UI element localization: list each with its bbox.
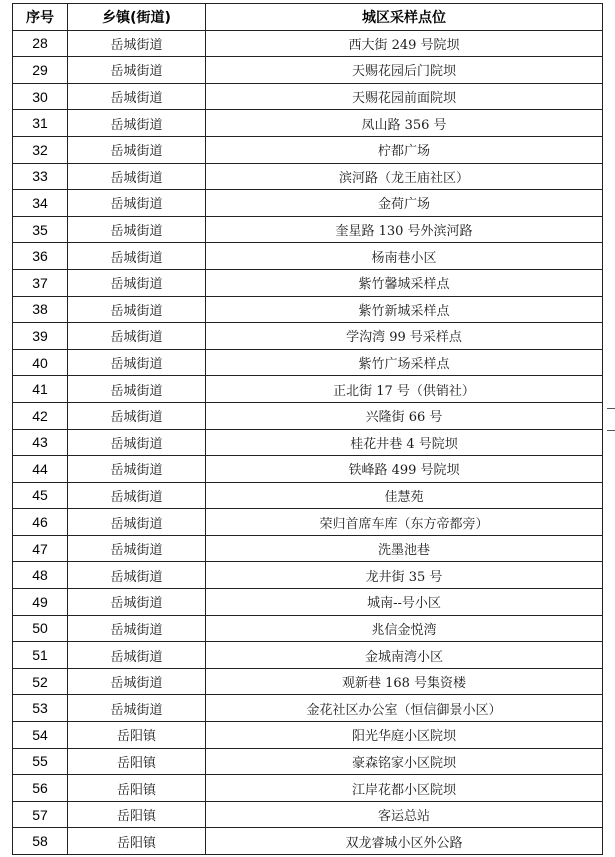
cell-serial-number: 49 (13, 589, 68, 616)
cell-township: 岳城街道 (68, 589, 206, 616)
cell-serial-number: 36 (13, 243, 68, 270)
cell-township: 岳城街道 (68, 535, 206, 562)
cell-sampling-site: 城南--号小区 (206, 589, 603, 616)
cell-serial-number: 58 (13, 828, 68, 855)
cell-township: 岳城街道 (68, 376, 206, 403)
cell-township: 岳阳镇 (68, 748, 206, 775)
cell-sampling-site: 江岸花都小区院坝 (206, 775, 603, 802)
table-row (13, 642, 603, 669)
table-row (13, 136, 603, 163)
cell-sampling-site: 杨南巷小区 (206, 243, 603, 270)
cell-serial-number: 57 (13, 801, 68, 828)
cell-serial-number: 42 (13, 402, 68, 429)
cell-serial-number: 34 (13, 190, 68, 217)
cell-sampling-site: 学沟湾 99 号采样点 (206, 323, 603, 350)
header-serial-number: 序号 (13, 4, 68, 31)
cell-township: 岳城街道 (68, 136, 206, 163)
cell-sampling-site: 紫竹广场采样点 (206, 349, 603, 376)
cell-serial-number: 52 (13, 668, 68, 695)
table-row (13, 562, 603, 589)
cell-township: 岳城街道 (68, 562, 206, 589)
cell-township: 岳城街道 (68, 216, 206, 243)
table-row (13, 589, 603, 616)
cell-sampling-site: 滨河路（龙王庙社区） (206, 163, 603, 190)
table-row (13, 429, 603, 456)
table-row (13, 722, 603, 749)
cell-sampling-site: 豪森铭家小区院坝 (206, 748, 603, 775)
cell-serial-number: 39 (13, 323, 68, 350)
cell-township: 岳城街道 (68, 456, 206, 483)
cell-sampling-site: 客运总站 (206, 801, 603, 828)
cell-township: 岳城街道 (68, 615, 206, 642)
sampling-sites-table-sheet (12, 3, 602, 855)
cell-serial-number: 30 (13, 83, 68, 110)
cell-sampling-site: 金城南湾小区 (206, 642, 603, 669)
table-row (13, 30, 603, 57)
cell-township: 岳城街道 (68, 83, 206, 110)
cell-sampling-site: 龙井街 35 号 (206, 562, 603, 589)
cell-serial-number: 56 (13, 775, 68, 802)
table-row (13, 402, 603, 429)
table-row (13, 456, 603, 483)
cell-serial-number: 29 (13, 57, 68, 84)
cell-serial-number: 47 (13, 535, 68, 562)
cell-sampling-site: 天赐花园后门院坝 (206, 57, 603, 84)
page-edge-mark (607, 408, 615, 409)
cell-township: 岳阳镇 (68, 828, 206, 855)
header-sampling-site: 城区采样点位 (206, 4, 603, 31)
table-row (13, 535, 603, 562)
cell-sampling-site: 西大街 249 号院坝 (206, 30, 603, 57)
cell-township: 岳城街道 (68, 668, 206, 695)
cell-serial-number: 35 (13, 216, 68, 243)
table-row (13, 509, 603, 536)
cell-township: 岳阳镇 (68, 801, 206, 828)
cell-township: 岳阳镇 (68, 722, 206, 749)
cell-sampling-site: 紫竹新城采样点 (206, 296, 603, 323)
cell-sampling-site: 金荷广场 (206, 190, 603, 217)
table-row (13, 376, 603, 403)
header-township: 乡镇(街道) (68, 4, 206, 31)
cell-serial-number: 40 (13, 349, 68, 376)
cell-township: 岳城街道 (68, 57, 206, 84)
table-body (13, 30, 603, 854)
table-row (13, 296, 603, 323)
table-row (13, 828, 603, 855)
table-row (13, 695, 603, 722)
cell-sampling-site: 桂花井巷 4 号院坝 (206, 429, 603, 456)
cell-township: 岳城街道 (68, 509, 206, 536)
cell-sampling-site: 观新巷 168 号集资楼 (206, 668, 603, 695)
cell-serial-number: 53 (13, 695, 68, 722)
cell-township: 岳城街道 (68, 190, 206, 217)
table-row (13, 323, 603, 350)
cell-township: 岳城街道 (68, 402, 206, 429)
table-header-row (13, 4, 603, 31)
cell-serial-number: 28 (13, 30, 68, 57)
cell-sampling-site: 天赐花园前面院坝 (206, 83, 603, 110)
cell-township: 岳城街道 (68, 429, 206, 456)
cell-township: 岳城街道 (68, 163, 206, 190)
cell-township: 岳城街道 (68, 695, 206, 722)
cell-serial-number: 33 (13, 163, 68, 190)
cell-sampling-site: 荣归首席车库（东方帝都旁） (206, 509, 603, 536)
cell-serial-number: 41 (13, 376, 68, 403)
table-row (13, 83, 603, 110)
cell-township: 岳城街道 (68, 269, 206, 296)
table-row (13, 57, 603, 84)
cell-serial-number: 37 (13, 269, 68, 296)
cell-sampling-site: 洗墨池巷 (206, 535, 603, 562)
cell-sampling-site: 紫竹馨城采样点 (206, 269, 603, 296)
table-row (13, 748, 603, 775)
cell-township: 岳城街道 (68, 110, 206, 137)
cell-township: 岳城街道 (68, 349, 206, 376)
cell-sampling-site: 铁峰路 499 号院坝 (206, 456, 603, 483)
table-row (13, 615, 603, 642)
table-row (13, 801, 603, 828)
cell-sampling-site: 双龙睿城小区外公路 (206, 828, 603, 855)
cell-sampling-site: 凤山路 356 号 (206, 110, 603, 137)
table-row (13, 243, 603, 270)
cell-serial-number: 51 (13, 642, 68, 669)
cell-serial-number: 31 (13, 110, 68, 137)
cell-township: 岳城街道 (68, 243, 206, 270)
cell-township: 岳阳镇 (68, 775, 206, 802)
cell-serial-number: 38 (13, 296, 68, 323)
table-row (13, 216, 603, 243)
table-row (13, 775, 603, 802)
table-row (13, 110, 603, 137)
cell-township: 岳城街道 (68, 30, 206, 57)
cell-township: 岳城街道 (68, 323, 206, 350)
cell-sampling-site: 阳光华庭小区院坝 (206, 722, 603, 749)
cell-sampling-site: 兴隆街 66 号 (206, 402, 603, 429)
table-row (13, 269, 603, 296)
sampling-sites-table (12, 3, 603, 855)
cell-serial-number: 43 (13, 429, 68, 456)
cell-township: 岳城街道 (68, 296, 206, 323)
cell-sampling-site: 金花社区办公室（恒信御景小区） (206, 695, 603, 722)
table-row (13, 190, 603, 217)
cell-sampling-site: 兆信金悦湾 (206, 615, 603, 642)
cell-sampling-site: 奎星路 130 号外滨河路 (206, 216, 603, 243)
cell-serial-number: 54 (13, 722, 68, 749)
cell-township: 岳城街道 (68, 642, 206, 669)
cell-serial-number: 45 (13, 482, 68, 509)
table-row (13, 349, 603, 376)
cell-serial-number: 46 (13, 509, 68, 536)
table-row (13, 668, 603, 695)
cell-sampling-site: 正北街 17 号（供销社） (206, 376, 603, 403)
cell-sampling-site: 柠都广场 (206, 136, 603, 163)
cell-township: 岳城街道 (68, 482, 206, 509)
table-row (13, 482, 603, 509)
table-row (13, 163, 603, 190)
cell-serial-number: 55 (13, 748, 68, 775)
cell-sampling-site: 佳慧苑 (206, 482, 603, 509)
cell-serial-number: 50 (13, 615, 68, 642)
page-edge-mark (607, 430, 615, 431)
cell-serial-number: 48 (13, 562, 68, 589)
cell-serial-number: 44 (13, 456, 68, 483)
cell-serial-number: 32 (13, 136, 68, 163)
